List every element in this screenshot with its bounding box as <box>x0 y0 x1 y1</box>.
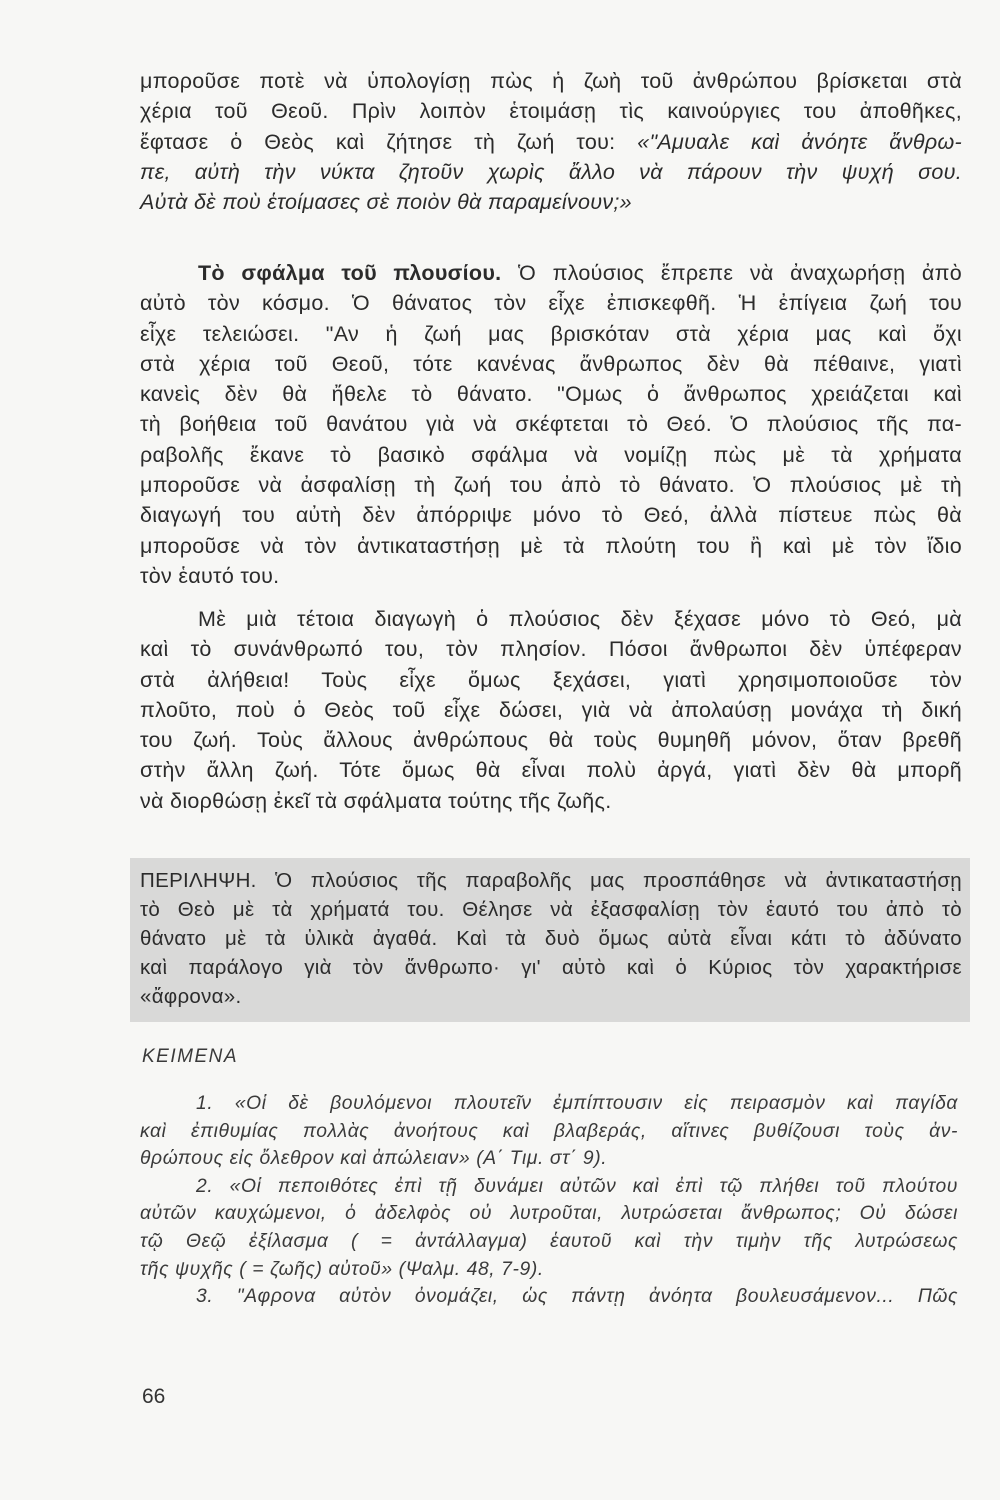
text-line: μποροῦσε νὰ τὸν ἀντικαταστήσῃ μὲ τὰ πλούτη του ἢ καὶ μὲ τὸν ἴδιο <box>140 533 962 558</box>
citation-line: τῷ Θεῷ ἐξίλασμα ( = ἀντάλλαγμα) ἑαυτοῦ καὶ τὴν τιμὴν τῆς λυτρώσεως <box>140 1230 958 1252</box>
text-line: στὴν ἄλλη ζωή. Τότε ὅμως θὰ εἶναι πολὺ ἀργά, γιατὶ δὲν θὰ μπορῆ <box>140 758 962 783</box>
page-number: 66 <box>142 1385 166 1408</box>
text-line: Μὲ μιὰ τέτοια διαγωγὴ ὁ πλούσιος δὲν ξέχασε μόνο τὸ Θεό, μὰ <box>198 607 962 631</box>
text-line: τὸν ἑαυτό του. <box>140 563 280 588</box>
text-line: τὴ βοήθεια τοῦ θανάτου γιὰ νὰ σκέφτεται τὸ Θεό. Ὁ πλούσιος τῆς πα- <box>140 412 962 437</box>
text-line: διαγωγή του αὐτὴ δὲν ἀπόρριψε μόνο τὸ Θεό, ἀλλὰ πίστευε πὼς θὰ <box>140 503 962 528</box>
text-line: νὰ διορθώσῃ ἐκεῖ τὰ σφάλματα τούτης τῆς ζωῆς. <box>140 788 612 813</box>
summary-line: «ἄφρονα». <box>140 985 242 1008</box>
citation-line: τῆς ψυχῆς ( = ζωῆς) αὐτοῦ» (Ψαλμ. 48, 7-9). <box>140 1258 544 1280</box>
paragraph-forgot <box>140 604 962 816</box>
summary-line: θάνατο μὲ τὰ ὑλικὰ ἀγαθά. Καὶ τὰ δυὸ ὅμως αὐτὰ εἶναι κάτι τὸ ἀδύνατο <box>140 927 962 950</box>
text-line: αὐτὸ τὸν κόσμο. Ὁ θάνατος τὸν εἶχε ἐπισκεφθῆ. Ἡ ἐπίγεια ζωή του <box>140 291 962 316</box>
text-line: ραβολῆς ἔκανε τὸ βασικὸ σφάλμα νὰ νομίζῃ πὼς μὲ τὰ χρήματα <box>140 442 962 467</box>
paragraph-continued <box>140 66 962 217</box>
text-line: μποροῦσε ποτὲ νὰ ὑπολογίσῃ πὼς ἡ ζωὴ τοῦ ἀνθρώπου βρίσκεται στὰ <box>140 69 962 93</box>
text-line: καὶ τὸ συνάνθρωπό του, τὸν πλησίον. Πόσοι ἄνθρωποι δὲν ὑπέφεραν <box>140 637 962 662</box>
text-segment: Ὁ πλούσιος ἔπρεπε νὰ ἀναχωρήσῃ ἀπὸ <box>517 261 962 285</box>
citation-line: θρώπους εἰς ὄλεθρον καὶ ἀπώλειαν» (Α΄ Τιμ. στ΄ 9). <box>140 1148 608 1170</box>
citation-line: 2. «Οἱ πεποιθότες ἐπὶ τῇ δυνάμει αὐτῶν καὶ ἐπὶ τῷ πλήθει τοῦ πλούτου <box>196 1175 958 1197</box>
texts-heading: ΚΕΙΜΕΝΑ <box>142 1046 239 1067</box>
text-line: στὰ χέρια τοῦ Θεοῦ, τότε κανένας ἄνθρωπος δὲν θὰ πέθαινε, γιατὶ <box>140 351 962 376</box>
summary-line: τὸ Θεὸ μὲ τὰ χρήματά του. Θέλησε νὰ ἐξασφαλίσῃ τὸν ἑαυτό του ἀπὸ τὸ <box>140 898 962 921</box>
paragraph-error-section <box>140 258 962 591</box>
quote-segment: «"Αμυαλε καὶ ἀνόητε ἄνθρω- <box>637 129 962 154</box>
text-line <box>140 127 962 157</box>
text-line: χέρια τοῦ Θεοῦ. Πρὶν λοιπὸν ἑτοιμάσῃ τὶς καινούργιες του ἀποθῆκες, <box>140 99 962 124</box>
citation-line: 1. «Οἱ δὲ βουλόμενοι πλουτεῖν ἐμπίπτουσιν εἰς πειρασμὸν καὶ παγίδα <box>196 1093 958 1114</box>
summary-line: ΠΕΡΙΛΗΨΗ. Ὁ πλούσιος τῆς παραβολῆς μας προσπάθησε νὰ ἀντικαταστήσῃ <box>140 869 962 892</box>
quote-line: Αὐτὰ δὲ ποὺ ἑτοίμασες σὲ ποιὸν θὰ παραμείνουν;» <box>140 190 632 215</box>
text-line: κανεὶς δὲν θὰ ἤθελε τὸ θάνατο. "Ομως ὁ ἄνθρωπος χρειάζεται καὶ <box>140 382 962 407</box>
text-line <box>140 258 962 288</box>
text-line: πλοῦτο, ποὺ ὁ Θεὸς τοῦ εἶχε δώσει, γιὰ νὰ ἀπολαύσῃ μονάχα τὴ δική <box>140 697 962 722</box>
texts-citations <box>140 1090 958 1311</box>
text-segment: ἔφτασε ὁ Θεὸς καὶ ζήτησε τὴ ζωή του: <box>140 129 616 154</box>
citation-line: αὐτῶν καυχώμενοι, ὁ ἀδελφὸς οὐ λυτροῦται, λυτρώσεται ἄνθρωπος; Οὐ δώσει <box>140 1203 958 1225</box>
text-line: στὰ ἀλήθεια! Τοὺς εἶχε ὅμως ξεχάσει, γιατὶ χρησιμοποιοῦσε τὸν <box>140 667 962 692</box>
text-line: του ζωή. Τοὺς ἄλλους ἀνθρώπους θὰ τοὺς θυμηθῆ μόνον, ὅταν βρεθῆ <box>140 728 962 753</box>
section-heading: Τὸ σφάλμα τοῦ πλουσίου. <box>198 261 502 285</box>
text-line: εἶχε τελειώσει. "Αν ἡ ζωή μας βρισκόταν στὰ χέρια μας καὶ ὄχι <box>140 321 962 346</box>
summary-text <box>140 866 962 1011</box>
citation-line: καὶ ἐπιθυμίας πολλὰς ἀνοήτους καὶ βλαβεράς, αἵτινες βυθίζουσι τοὺς ἀν- <box>140 1120 958 1142</box>
text-line: μποροῦσε νὰ ἀσφαλίσῃ τὴ ζωή του ἀπὸ τὸ θάνατο. Ὁ πλούσιος μὲ τὴ <box>140 473 962 498</box>
citation-line: 3. "Αφρονα αὐτὸν ὀνομάζει, ὡς πάντῃ ἀνόητα βουλευσάμενον... Πῶς <box>196 1286 958 1308</box>
summary-line: καὶ παράλογο γιὰ τὸν ἄνθρωπο· γι' αὐτὸ καὶ ὁ Κύριος τὸν χαρακτήρισε <box>140 956 962 979</box>
quote-line: πε, αὐτὴ τὴν νύκτα ζητοῦν χωρὶς ἄλλο νὰ πάρουν τὴν ψυχή σου. <box>140 159 962 184</box>
